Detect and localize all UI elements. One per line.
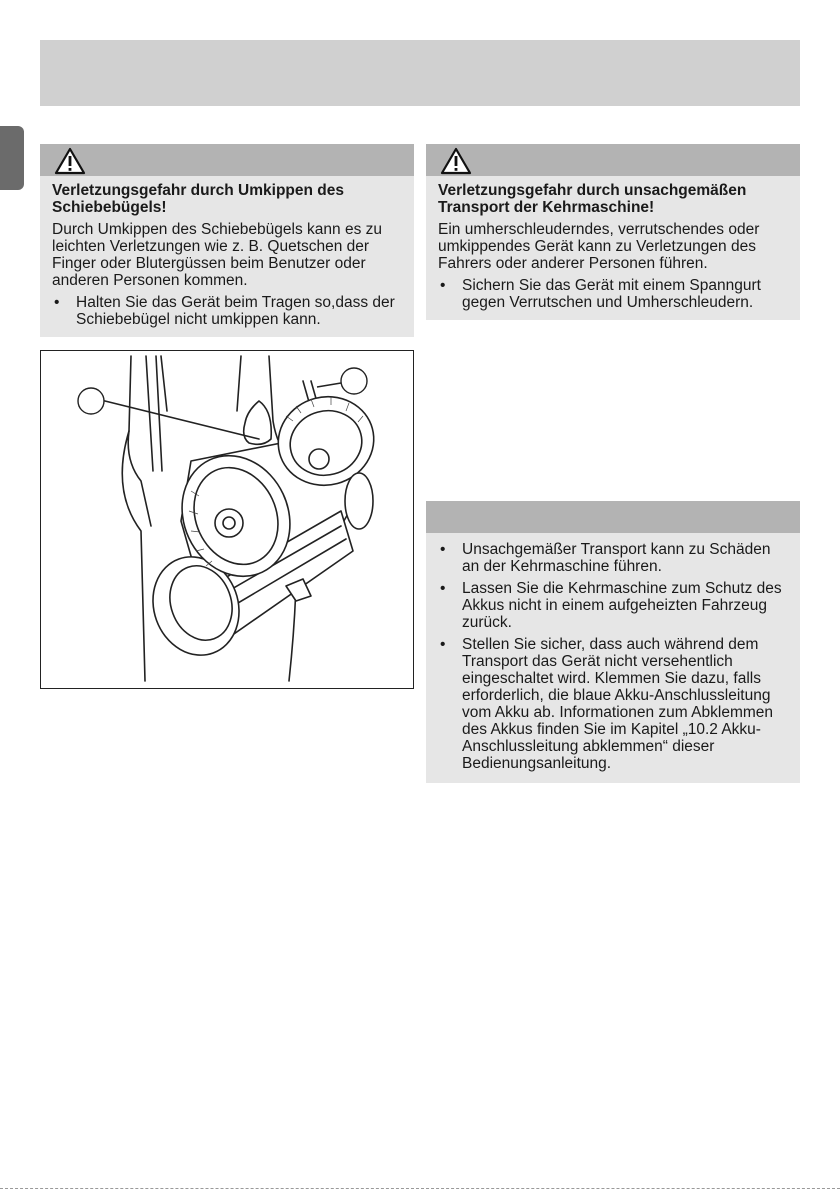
list-item: • Stellen Sie sicher, dass auch während dem Transport das Gerät nicht versehentlich eingeschaltet wird. Klemmen Sie dazu, falls erforderlich, die blaue Akku-Anschlussleitung vom Akku ab. Informationen zum Abklemmen des Akkus finden Sie im Kapitel „10.2 Akku-Anschlussleitung abklemmen“ dieser Bedienungsanleitung. bbox=[438, 636, 788, 772]
warning-title: Verletzungsgefahr durch Umkippen des Schiebebügels! bbox=[52, 182, 344, 216]
warning-text: Durch Umkippen des Schiebebügels kann es zu leichten Verletzungen wie z. B. Quetschen der Finger oder Blutergüssen beim Benutzer oder anderen Personen kommen. bbox=[52, 221, 382, 289]
note-box-header bbox=[426, 501, 800, 533]
warning-triangle-icon bbox=[54, 147, 86, 175]
sweeper-line-drawing bbox=[41, 351, 413, 688]
warning-bullet-list bbox=[438, 277, 788, 311]
warning-title: Verletzungsgefahr durch unsachgemäßen Transport der Kehrmaschine! bbox=[438, 182, 747, 216]
page-footer-line bbox=[0, 1188, 840, 1189]
note-box-transport bbox=[426, 501, 800, 783]
warning-box-header bbox=[426, 144, 800, 176]
chapter-tab bbox=[0, 126, 24, 190]
note-bullet-list bbox=[438, 541, 788, 772]
list-item: • Sichern Sie das Gerät mit einem Spanngurt gegen Verrutschen und Umherschleudern. bbox=[438, 277, 788, 311]
warning-bullet-list bbox=[52, 294, 402, 328]
page-header-bar bbox=[40, 40, 800, 106]
callout-circle-1 bbox=[78, 388, 104, 414]
list-item: • Halten Sie das Gerät beim Tragen so,dass der Schiebebügel nicht umkippen kann. bbox=[52, 294, 402, 328]
warning-box-transport bbox=[426, 144, 800, 320]
warning-box-header bbox=[40, 144, 414, 176]
callout-circle-2 bbox=[341, 368, 367, 394]
warning-triangle-icon bbox=[440, 147, 472, 175]
warning-box-tipping bbox=[40, 144, 414, 337]
list-item: • Unsachgemäßer Transport kann zu Schäden an der Kehrmaschine führen. bbox=[438, 541, 788, 575]
sweeper-carry-illustration bbox=[40, 350, 414, 689]
warning-text: Ein umherschleuderndes, verrutschendes oder umkippendes Gerät kann zu Verletzungen des Fahrers oder anderer Personen führen. bbox=[438, 221, 760, 272]
list-item: • Lassen Sie die Kehrmaschine zum Schutz des Akkus nicht in einem aufgeheizten Fahrzeug zurück. bbox=[438, 580, 788, 631]
